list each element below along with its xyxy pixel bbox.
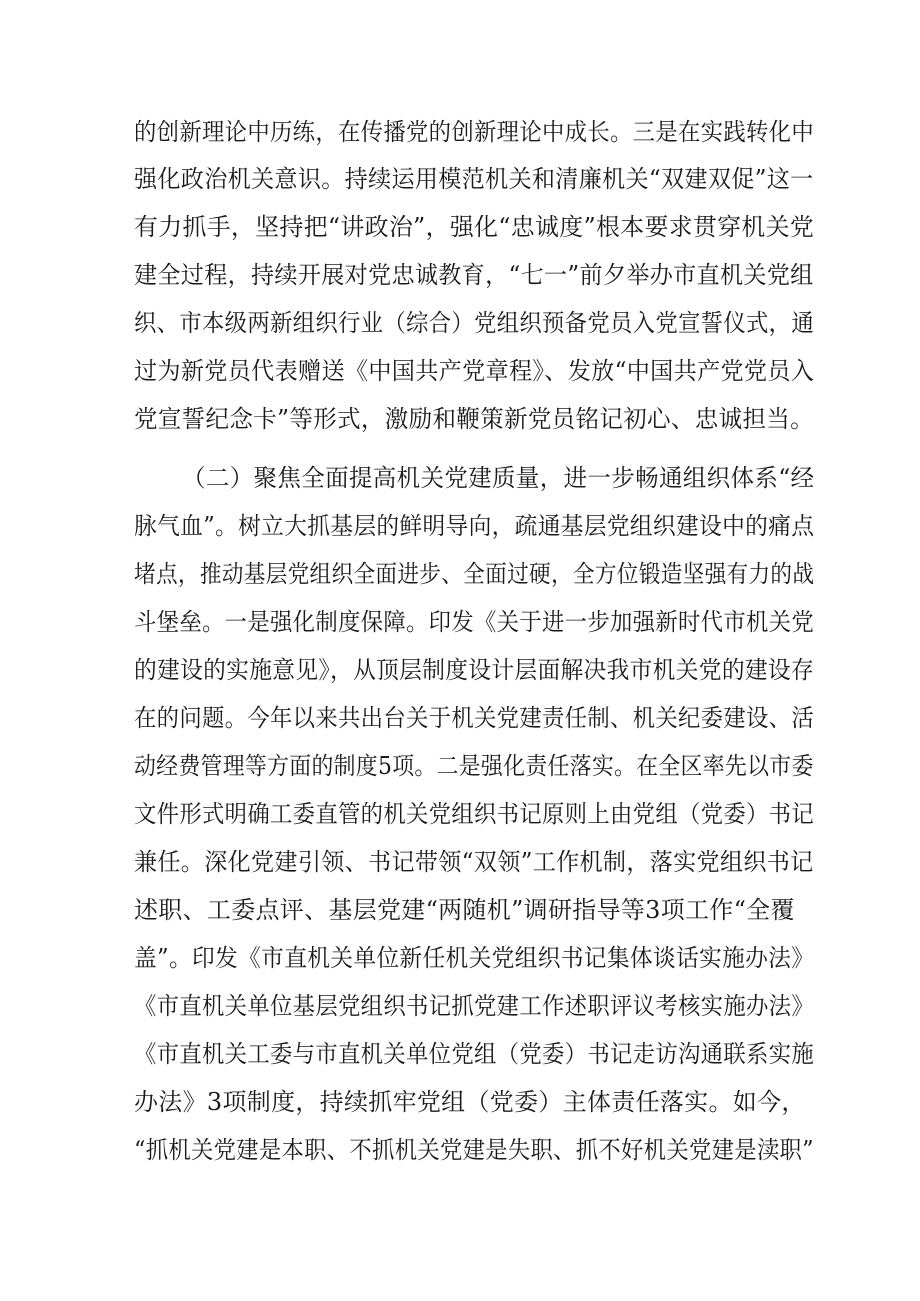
paragraph-line: 在的问题。今年以来共出台关于机关党建责任制、机关纪委建设、活 xyxy=(134,704,815,732)
paragraph-line: 兼任。深化党建引领、书记带领“双领”工作机制，落实党组织书记 xyxy=(134,848,814,876)
paragraph-line: （二）聚焦全面提高机关党建质量，进一步畅通组织体系“经 xyxy=(182,464,815,492)
paragraph-line: 盖”。印发《市直机关单位新任机关党组织书记集体谈话实施办法》 xyxy=(134,944,815,972)
paragraph-line: 办法》3项制度，持续抓牢党组（党委）主体责任落实。如今， xyxy=(134,1088,806,1116)
paragraph-line: 脉气血”。树立大抓基层的鲜明导向，疏通基层党组织建设中的痛点 xyxy=(134,512,815,540)
paragraph-line: 文件形式明确工委直管的机关党组织书记原则上由党组（党委）书记 xyxy=(134,800,815,828)
paragraph-line: 的创新理论中历练，在传播党的创新理论中成长。三是在实践转化中 xyxy=(134,118,815,146)
paragraph-line: 过为新党员代表赠送《中国共产党章程》、发放“中国共产党党员入 xyxy=(134,357,815,385)
paragraph-line: 动经费管理等方面的制度5项。二是强化责任落实。在全区率先以市委 xyxy=(134,752,814,780)
paragraph-line: 有力抓手，坚持把“讲政治”，强化“忠诚度”根本要求贯穿机关党 xyxy=(134,213,815,241)
paragraph-line: 堵点，推动基层党组织全面进步、全面过硬，全方位锻造坚强有力的战 xyxy=(134,560,815,588)
paragraph-line: 强化政治机关意识。持续运用模范机关和清廉机关“双建双促”这一 xyxy=(134,165,814,193)
paragraph-line: “抓机关党建是本职、不抓机关党建是失职、抓不好机关党建是渎职” xyxy=(134,1136,814,1164)
paragraph-line: 斗堡垒。一是强化制度保障。印发《关于进一步加强新时代市机关党 xyxy=(134,608,815,636)
paragraph-line: 的建设的实施意见》，从顶层制度设计层面解决我市机关党的建设存 xyxy=(134,656,815,684)
paragraph-line: 《市直机关单位基层党组织书记抓党建工作述职评议考核实施办法》 xyxy=(134,992,815,1020)
paragraph-line: 织、市本级两新组织行业（综合）党组织预备党员入党宣誓仪式，通 xyxy=(134,309,815,337)
paragraph-line: 建全过程，持续开展对党忠诚教育，“七一”前夕举办市直机关党组 xyxy=(134,261,814,289)
paragraph-line: 《市直机关工委与市直机关单位党组（党委）书记走访沟通联系实施 xyxy=(134,1040,815,1068)
paragraph-line: 述职、工委点评、基层党建“两随机”调研指导等3项工作“全覆 xyxy=(134,896,795,924)
paragraph-line: 党宣誓纪念卡”等形式，激励和鞭策新党员铭记初心、忠诚担当。 xyxy=(134,405,814,433)
